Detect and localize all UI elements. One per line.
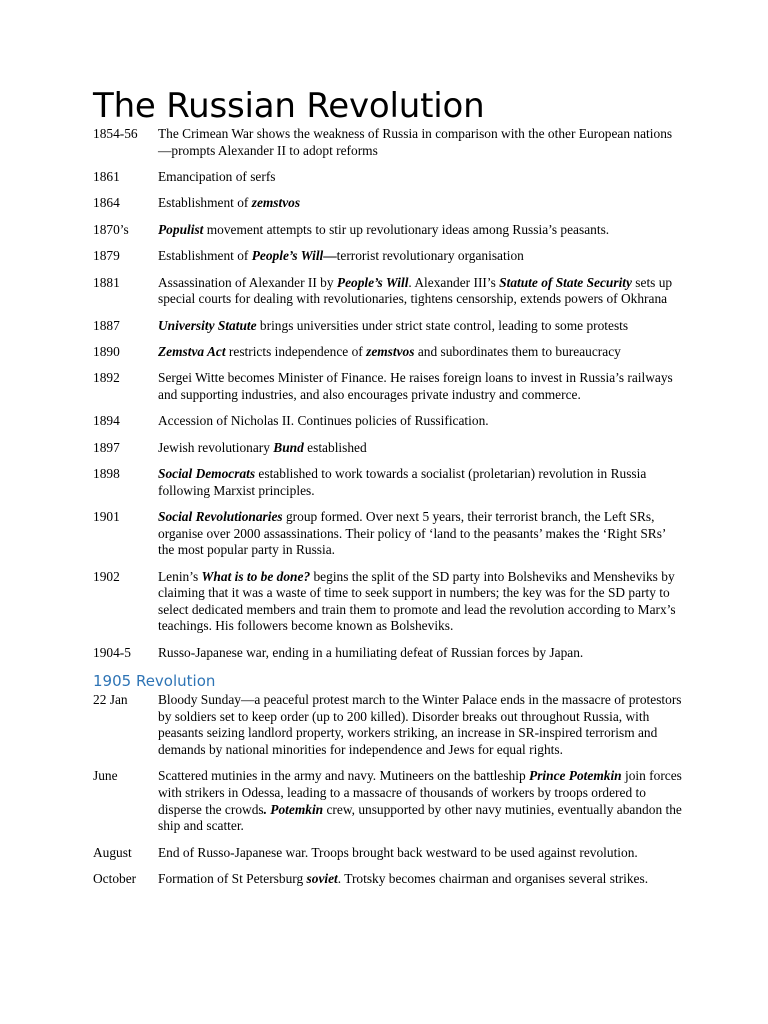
emphasis-text: zemstvos <box>366 343 415 359</box>
text-segment: brings universities under strict state control, leading to some protests <box>256 317 629 333</box>
entry-date: 1870’s <box>93 221 129 237</box>
timeline-entry <box>93 466 683 499</box>
timeline-entry <box>93 440 683 457</box>
entry-date: 1861 <box>93 168 120 184</box>
emphasis-text: — <box>323 248 337 264</box>
emphasis-text: Zemstva Act <box>158 343 226 359</box>
emphasis-text: soviet <box>306 870 338 886</box>
text-segment: Assassination of Alexander II by <box>158 274 337 290</box>
entry-date: October <box>93 870 137 886</box>
emphasis-text: University Statute <box>158 317 257 333</box>
emphasis-text: Bund <box>273 439 304 455</box>
text-segment: Establishment of <box>158 195 252 211</box>
entry-text <box>158 413 683 430</box>
entry-date: 1901 <box>93 509 120 525</box>
entry-text <box>158 275 683 308</box>
text-segment: . Trotsky becomes chairman and organises several strikes. <box>337 870 649 886</box>
entry-text <box>158 248 683 265</box>
emphasis-text: People’s Will <box>336 274 409 290</box>
text-segment: Russo-Japanese war, ending in a humiliating defeat of Russian forces by Japan. <box>158 644 584 660</box>
entry-text <box>158 871 683 888</box>
emphasis-text: What is to be done? <box>201 568 311 584</box>
entry-date: 1897 <box>93 439 120 455</box>
entry-text <box>158 169 683 186</box>
timeline-entry <box>93 318 683 335</box>
text-segment: Emancipation of serfs <box>158 168 276 184</box>
text-segment: End of Russo-Japanese war. Troops brought back westward to be used against revolution. <box>158 844 638 860</box>
text-segment: Formation of St Petersburg <box>158 870 307 886</box>
entry-text <box>158 344 683 361</box>
entry-text <box>158 440 683 457</box>
entry-date: 1898 <box>93 466 120 482</box>
entry-date: 1854-56 <box>93 126 138 141</box>
entry-date: August <box>93 844 132 860</box>
entry-date: 1879 <box>93 248 120 264</box>
text-segment: Jewish revolutionary <box>158 439 274 455</box>
text-segment: Scattered mutinies in the army and navy. Mutineers on the battleship <box>158 768 530 784</box>
text-segment: begins the split of the SD party into Bolsheviks and Mensheviks by claiming that it was a waste of time to seek support in numbers; the key was for the SD party to select dedicated members and train them to promote and lead the revolution according to Marx’s teachings. His followers become known as Bolsheviks. <box>158 568 676 634</box>
timeline-entry <box>93 509 683 559</box>
entry-date: 1902 <box>93 568 120 584</box>
entry-date: 1894 <box>93 413 120 429</box>
emphasis-text: Social Revolutionaries <box>158 509 283 525</box>
entry-text <box>158 195 683 212</box>
entry-date: 1887 <box>93 317 120 333</box>
entry-date: 1864 <box>93 195 120 211</box>
entry-text <box>158 692 683 758</box>
text-segment: join forces with strikers in Odessa, leading to a massacre of thousands of workers by troops ordered to disperse the crowds <box>158 768 682 817</box>
entry-text <box>158 126 683 159</box>
section-heading: 1905 Revolution <box>93 672 216 691</box>
timeline-entry <box>93 413 683 430</box>
timeline-entry <box>93 871 683 888</box>
timeline-entry <box>93 569 683 635</box>
text-segment: restricts independence of <box>225 343 367 359</box>
timeline-entry <box>93 344 683 361</box>
timeline-entry <box>93 692 683 758</box>
text-segment: Accession of Nicholas II. Continues policies of Russification. <box>158 413 489 429</box>
emphasis-text: Statute of State Security <box>499 274 632 290</box>
text-segment: Establishment of <box>158 248 252 264</box>
emphasis-text: Social Democrats <box>158 466 256 482</box>
entry-text <box>158 845 683 862</box>
text-segment: Bloody Sunday—a peaceful protest march to the Winter Palace ends in the massacre of protestors by soldiers set to keep order (up to 200 killed). Disorder breaks out throughout Russia, with peasants seizing landlord property, workers striking, an increase in SR-inspired terrorism and demands by national minorities for independence and Jews for equal rights. <box>158 692 682 757</box>
timeline-entry <box>93 845 683 862</box>
entry-date: 1890 <box>93 343 120 359</box>
entry-text <box>158 370 683 403</box>
emphasis-text: Populist <box>158 221 204 237</box>
entry-text <box>158 222 683 239</box>
entry-date: June <box>93 768 118 784</box>
document-page <box>93 86 683 897</box>
entry-date: 1904-5 <box>93 644 131 660</box>
emphasis-text: . Potemkin <box>263 801 324 817</box>
timeline-entry <box>93 768 683 834</box>
timeline-entry <box>93 645 683 662</box>
timeline-entry <box>93 275 683 308</box>
timeline-list <box>93 126 683 661</box>
text-segment: and subordinates them to bureaucracy <box>414 343 621 359</box>
text-segment: The Crimean War shows the weakness of Russia in comparison with the other European nations—prompts Alexander II to adopt reforms <box>158 126 673 158</box>
timeline-entry <box>93 126 683 159</box>
entry-text <box>158 466 683 499</box>
text-segment: established <box>303 439 367 455</box>
text-segment: sets up special courts for dealing with revolutionaries, tightens censorship, extends powers of Okhrana <box>158 274 673 307</box>
timeline-entry <box>93 248 683 265</box>
entry-text <box>158 645 683 662</box>
entry-text <box>158 569 683 635</box>
timeline-entry <box>93 370 683 403</box>
entry-date: 1881 <box>93 274 120 290</box>
page-title: The Russian Revolution <box>93 86 485 126</box>
text-segment: group formed. Over next 5 years, their terrorist branch, the Left SRs, organise over 2000 assassinations. Their policy of ‘land to the peasants’ makes the ‘Right SRs’ the most popular party in Russia. <box>158 509 666 558</box>
text-segment: Sergei Witte becomes Minister of Finance. He raises foreign loans to invest in Russia’s railways and supporting industries, and also encourages private industry and commerce. <box>158 370 673 402</box>
timeline-entry <box>93 169 683 186</box>
text-segment: movement attempts to stir up revolutionary ideas among Russia’s peasants. <box>203 221 610 237</box>
revolution-timeline-list <box>93 692 683 887</box>
entry-text <box>158 509 683 559</box>
text-segment: terrorist revolutionary organisation <box>336 248 524 264</box>
entry-text <box>158 768 683 834</box>
emphasis-text: zemstvos <box>251 195 301 211</box>
entry-date: 22 Jan <box>93 692 128 708</box>
emphasis-text: Prince Potemkin <box>529 768 622 784</box>
timeline-entry <box>93 195 683 212</box>
text-segment: . Alexander III’s <box>408 274 500 290</box>
entry-date: 1892 <box>93 370 120 386</box>
text-segment: crew, unsupported by other navy mutinies, eventually abandon the ship and scatter. <box>158 801 682 834</box>
timeline-entry <box>93 222 683 239</box>
emphasis-text: People’s Will <box>251 248 324 264</box>
text-segment: Lenin’s <box>158 568 202 584</box>
text-segment: established to work towards a socialist (proletarian) revolution in Russia following Marxist principles. <box>158 466 647 498</box>
entry-text <box>158 318 683 335</box>
